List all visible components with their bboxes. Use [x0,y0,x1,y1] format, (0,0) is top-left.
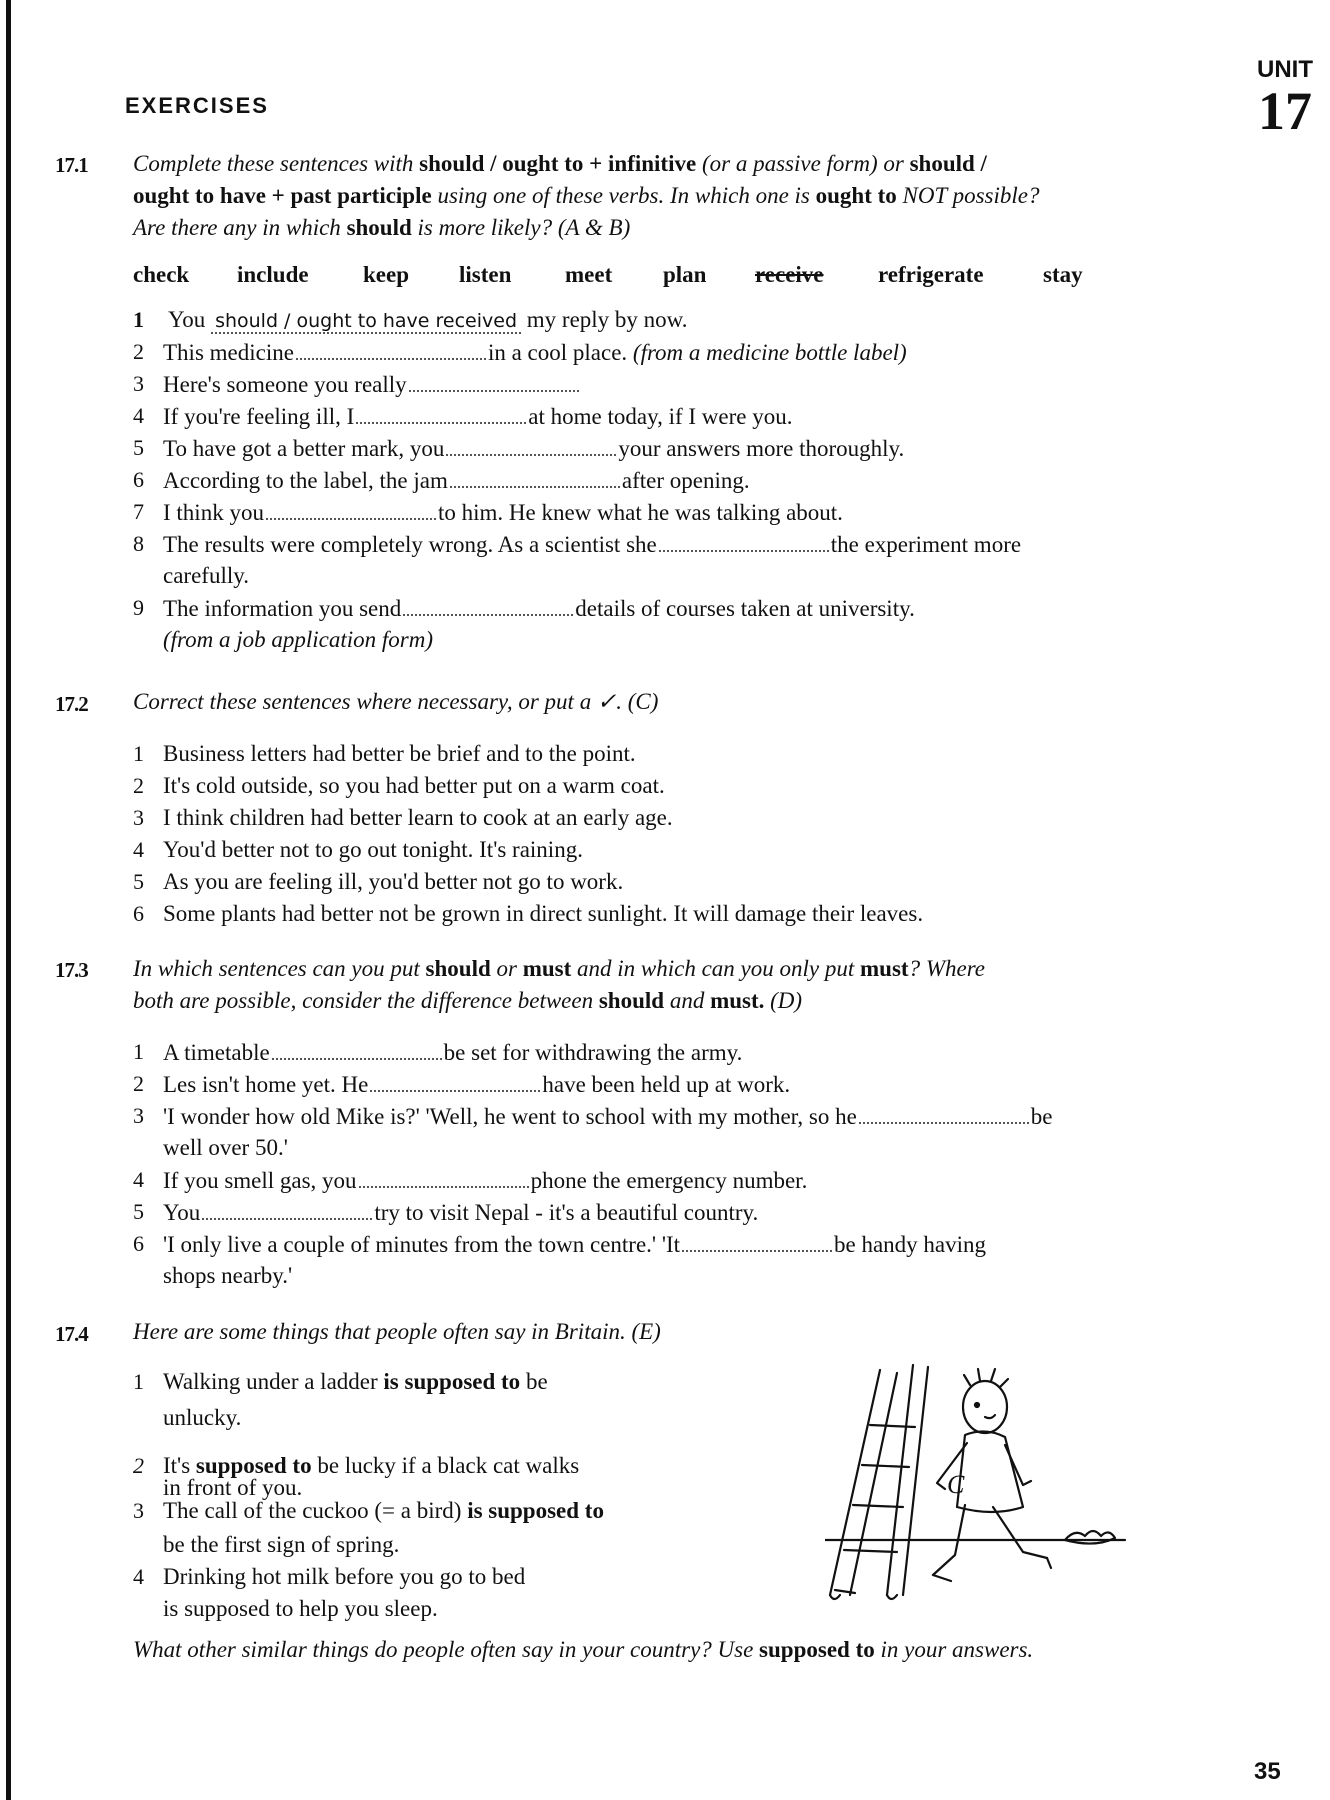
answer-blank[interactable] [202,1198,372,1220]
answer-blank[interactable] [659,530,829,552]
exercise-17-3-instruction [133,953,1253,1017]
illustration-letter: C [947,1470,965,1499]
instruction-line: ought to have + past participle using one of these verbs. In which one is ought to NOT possible? [133,183,1040,208]
answer-blank[interactable] [446,434,616,456]
closing-question: What other similar things do people often say in your country? Use supposed to in your answers. [133,1637,1034,1662]
verb-check: check [133,262,190,287]
exercise-number-17-3: 17.3 [55,958,88,982]
textbook-page: UNIT 17 EXERCISES 17.1 Complete these sentences with should / ought to + infinitive (or a passive form) or should / ought to have + past participle using one of these verbs. In which one is ought to NOT possible? Are there any in which should is more likely? (A & B) check include keep listen meet plan receive refrigerate stay 1 You should / ought to have received my reply by now. 2 This medicine in a cool place. (from a medicine bottle label) 3 Here's someone you really 4 If you're feeling ill, I at home today, if I were you. 5 To have got a better mark, you your answers more thoroughly. 6 According to the label, the jam after opening. 7 I think you to him. He knew what he was talking about. 8 The results were completely wrong. As a scientist she the experiment more carefully. 9 The information you send details of courses taken at university. (from a job application form) 17.2 Correct these sentences where necessary, or put a ✓. (C) 1 Business letters had better be brief and to the point. 2 It's cold outside, so you had better put on a warm coat. 3 I think children had better learn to cook at an early age. 4 You'd better not to go out tonight. It's raining. 5 As you are feeling ill, you'd better not go to work. 6 Some plants had better not be grown in direct sunlight. It will damage their leaves. 17.3 In which sentences can you put should or must and in which can you only put must? Where both are possible, consider the difference between should and must. (D) 1 A timetable be set for withdrawing the army. 2 Les isn't home yet. He have been held up at work. 3 'I wonder how old Mike is?' 'Well, he went to school with my mother, so he be well over 50.' 4 If you smell gas, you phone the emergency number. 5 You try to visit Nepal - it's a beautiful country. 6 'I only live a couple of minutes from the town centre.' 'It be handy having shops nearby.' 17.4 Here are some things that people often say in Britain. (E) 1 Walking under a ladder is supposed to be unlucky. 2 It's supposed to be lucky if a black cat walks in front of you. 3 The call of the cuckoo (= a bird) is supposed to be the first sign of spring. 4 Drinking hot milk before you go to bed is supposed to help you sleep. C What other similar things do people often say in your country? Use supposed to in your answers. 35 [0,0,1330,1800]
ladder-illustration [825,1355,1155,1605]
ladder-rail-left [830,1370,880,1595]
answer-blank[interactable] [370,1070,540,1092]
verb-receive-crossed-out: receive [755,262,824,287]
man-hair [964,1369,1008,1387]
verb-keep: keep [363,262,409,287]
page-number: 35 [1254,1758,1281,1785]
verb-include: include [237,262,309,287]
answer-blank[interactable] [409,370,579,392]
unit-number: 17 [1258,81,1312,141]
unit-label: UNIT [1257,56,1313,83]
verb-listen: listen [459,262,512,287]
instruction-line: In which sentences can you put should or must and in which can you only put must? Where [133,956,986,981]
answer-blank[interactable] [356,402,526,424]
handwritten-example-answer: should / ought to have received [211,310,521,334]
answer-blank[interactable] [859,1102,1029,1124]
answer-blank[interactable] [403,594,573,616]
instruction-line: both are possible, consider the difference between should and must. (D) [133,988,803,1013]
page-spine-edge [6,0,11,1800]
instruction-line: Are there any in which should is more likely? (A & B) [133,215,631,240]
answer-blank[interactable] [272,1038,442,1060]
instruction-line: Complete these sentences with should / ought to + infinitive (or a passive form) or should / [133,151,987,176]
cat-scribble [1065,1531,1115,1544]
exercise-number-17-4: 17.4 [55,1322,88,1346]
verb-meet: meet [565,262,613,287]
answer-blank[interactable] [266,498,436,520]
exercises-heading: EXERCISES [125,93,269,118]
answer-blank[interactable] [359,1166,529,1188]
answer-blank[interactable] [296,338,486,360]
exercise-17-4-instruction: Here are some things that people often say in Britain. (E) [133,1319,661,1344]
man-head [963,1381,1007,1433]
verb-stay: stay [1043,262,1083,287]
verb-refrigerate: refrigerate [878,262,984,287]
exercise-number-17-1: 17.1 [55,153,88,177]
answer-blank[interactable] [450,466,620,488]
exercise-17-1-instruction [133,148,1253,244]
exercise-number-17-2: 17.2 [55,692,88,716]
verb-plan: plan [663,262,707,287]
answer-blank[interactable] [682,1230,832,1252]
exercise-17-2-instruction: Correct these sentences where necessary, or put a ✓. (C) [133,689,659,714]
